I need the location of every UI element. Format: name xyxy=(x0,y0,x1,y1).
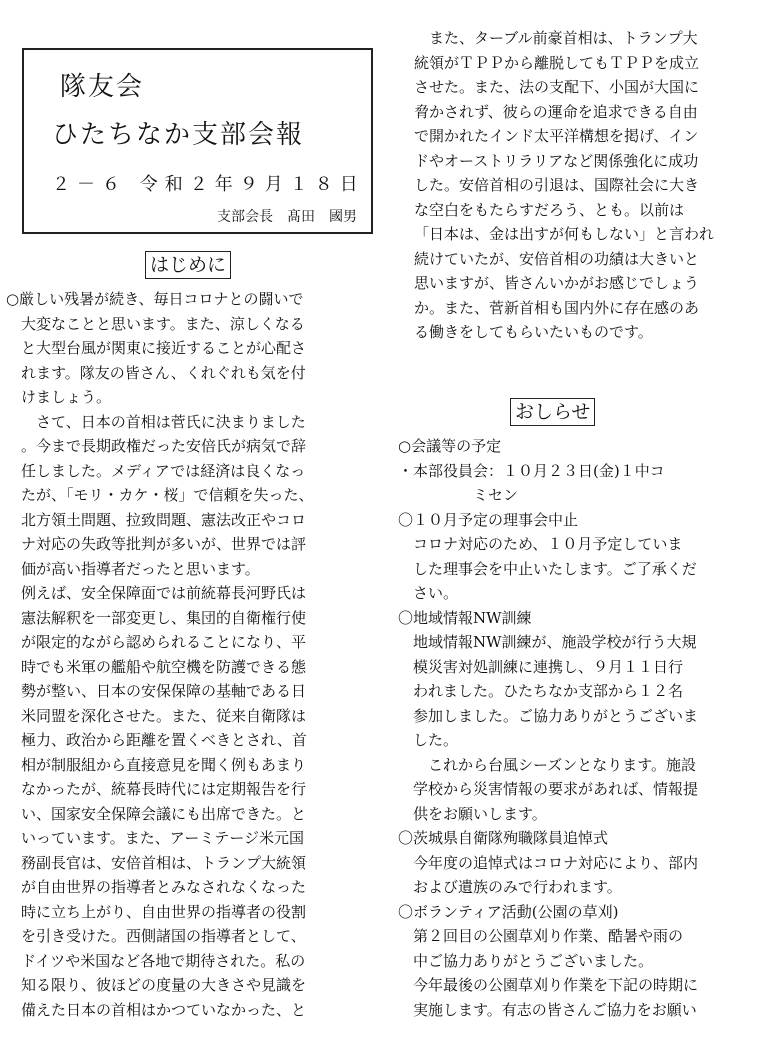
notice-line: これから台風シーズンとなります。施設 xyxy=(398,755,697,774)
intro-line: が限定的ながら認められることになり、平 xyxy=(21,633,307,651)
notice-line: さい。 xyxy=(398,584,459,602)
section-title-intro: はじめに xyxy=(145,251,231,279)
notice-line: 今年度の追悼式はコロナ対応により、部内 xyxy=(398,853,699,872)
intro-line: ナ対応の失政等批判が多いが、世界では評 xyxy=(21,535,307,553)
intro-line: 米同盟を深化させた。また、従来自衛隊は xyxy=(21,706,307,725)
intro-line: 大変なことと思います。また、涼しくなる xyxy=(21,314,305,333)
intro-line: 任しました。メディアでは経済は良くなっ xyxy=(21,461,306,480)
intro-line: 時でも米軍の艦船や航空機を防護できる態 xyxy=(21,657,307,676)
intro-cont-line: 統領がＴＰＰから離脱してもＴＰＰを成立 xyxy=(414,53,700,72)
notice-line: 模災害対処訓練に連携し、９月１１日行 xyxy=(398,657,684,676)
notice-line: した。 xyxy=(398,731,459,749)
intro-cont-line: 「日本は、金は出すが何もしない」と言われ xyxy=(414,225,715,243)
intro-body xyxy=(6,287,314,1022)
notice-line: 今年最後の公園草刈り作業を下記の時期に xyxy=(398,976,699,994)
intro-line: 備えた日本の首相はかつていなかった、と xyxy=(21,1000,307,1019)
intro-cont-line: また、ターブル前豪首相は、トランプ大 xyxy=(414,29,698,47)
notice-line: 〇茨城県自衛隊殉職隊員追悼式 xyxy=(398,829,609,847)
intro-line: さて、日本の首相は菅氏に決まりました xyxy=(21,412,306,431)
branch-newsletter-title: ひたちなか支部会報 xyxy=(52,120,305,150)
intro-cont-line: させた。また、法の支配下、小国が大国に xyxy=(414,78,700,96)
intro-line: ○厳しい残暑が続き、毎日コロナとの闘いで xyxy=(6,290,304,308)
intro-cont-line: 脅かされず、彼らの運命を追求できる自由 xyxy=(414,102,698,121)
notice-line: 学校から災害情報の要求があれば、情報提 xyxy=(398,780,699,798)
newsletter-header-box xyxy=(22,48,373,234)
notice-line: ミセン xyxy=(398,486,519,504)
signer: 支部会長 髙田 國男 xyxy=(217,209,357,225)
org-name: 隊友会 xyxy=(60,72,145,102)
intro-line: 例えば、安全保障面では前統幕長河野氏は xyxy=(21,584,307,602)
intro-line: が自由世界の指導者とみなされなくなった xyxy=(21,878,307,896)
notice-line: 供をお願いします。 xyxy=(398,804,547,823)
section-title-notice: おしらせ xyxy=(510,398,595,426)
intro-line: けましょう。 xyxy=(21,388,112,406)
notice-line: ・本部役員会：１０月２３日(金)１中コ xyxy=(398,461,665,480)
intro-cont-line: ドやオーストリラリアなど関係強化に成功 xyxy=(414,151,699,170)
intro-line: ドイツや米国など各地で期待された。私の xyxy=(21,951,306,970)
notice-line: 〇ボランティア活動(公園の草刈) xyxy=(398,902,619,921)
notice-line: 参加しました。ご協力ありがとうございま xyxy=(398,706,699,725)
notice-line: した理事会を中止いたします。ご了承くだ xyxy=(398,559,697,578)
intro-line: いっています。また、アーミテージ米元国 xyxy=(21,829,305,847)
notice-line: 地域情報NW訓練が、施設学校が行う大規 xyxy=(398,633,697,651)
intro-line: を引き受けた。西側諸国の指導者として、 xyxy=(21,927,306,945)
notice-line: 実施します。有志の皆さんご協力をお願い xyxy=(398,1000,697,1019)
intro-line: 。今まで長期政権だった安倍氏が病気で辞 xyxy=(21,437,307,455)
intro-line: 勢が整い、日本の安保保障の基軸である日 xyxy=(21,682,307,700)
notice-line: 〇地域情報NW訓練 xyxy=(398,608,532,627)
notice-line: および遺族のみで行われます。 xyxy=(398,878,622,896)
intro-line: れます。隊友の皆さん、くれぐれも気を付 xyxy=(21,363,306,382)
intro-line: 相が制服組から直接意見を聞く例もあまり xyxy=(21,755,307,774)
intro-cont-line: した。安倍首相の引退は、国際社会に大き xyxy=(414,176,700,194)
intro-line: と大型台風が関東に接近することが心配さ xyxy=(21,339,307,357)
intro-line: 務副長官は、安倍首相は、トランプ大統領 xyxy=(21,853,307,872)
intro-cont-line: で開かれたインド太平洋構想を掲げ、イン xyxy=(414,127,699,145)
intro-cont-line: な空白をもたらすだろう、とも。以前は xyxy=(414,200,685,219)
intro-cont-line: 思いますが、皆さんいかがお感じでしょう xyxy=(414,274,700,292)
intro-line: 時に立ち上がり、自由世界の指導者の役割 xyxy=(21,902,307,921)
notice-line: ○会議等の予定 xyxy=(398,437,502,455)
notice-body xyxy=(398,434,698,1022)
intro-cont-line: か。また、菅新首相も国内外に存在感のあ xyxy=(414,298,700,317)
intro-line: なかったが、統幕長時代には定期報告を行 xyxy=(21,780,307,798)
intro-line: たが、「モリ・カケ・桜」で信頼を失った、 xyxy=(21,486,314,504)
intro-line: 憲法解釈を一部変更し、集団的自衛権行使 xyxy=(21,608,307,627)
notice-line: 〇１０月予定の理事会中止 xyxy=(398,510,579,529)
intro-cont-line: 続けていたが、安倍首相の功績は大きいと xyxy=(414,249,700,268)
intro-line: 価が高い指導者だったと思います。 xyxy=(21,559,260,578)
intro-line: 極力、政治から距離を置くべきとされ、首 xyxy=(21,731,307,749)
intro-cont-line: る働きをしてもらいたいものです。 xyxy=(414,323,653,341)
notice-line: われました。ひたちなか支部から１２名 xyxy=(398,682,684,700)
intro-continued-body xyxy=(414,26,714,345)
intro-line: 北方領土問題、拉致問題、憲法改正やコロ xyxy=(21,510,307,529)
notice-line: 中ご協力ありがとうございました。 xyxy=(398,951,654,970)
notice-line: コロナ対応のため、１０月予定していま xyxy=(398,535,683,553)
intro-line: い、国家安全保障会議にも出席できた。と xyxy=(21,804,307,823)
issue-date: ２－６ 令和２年９月１８日 xyxy=(52,174,365,195)
intro-line: 知る限り、彼ほどの度量の大きさや見識を xyxy=(21,976,307,994)
notice-line: 第２回目の公園草刈り作業、酷暑や雨の xyxy=(398,927,684,945)
